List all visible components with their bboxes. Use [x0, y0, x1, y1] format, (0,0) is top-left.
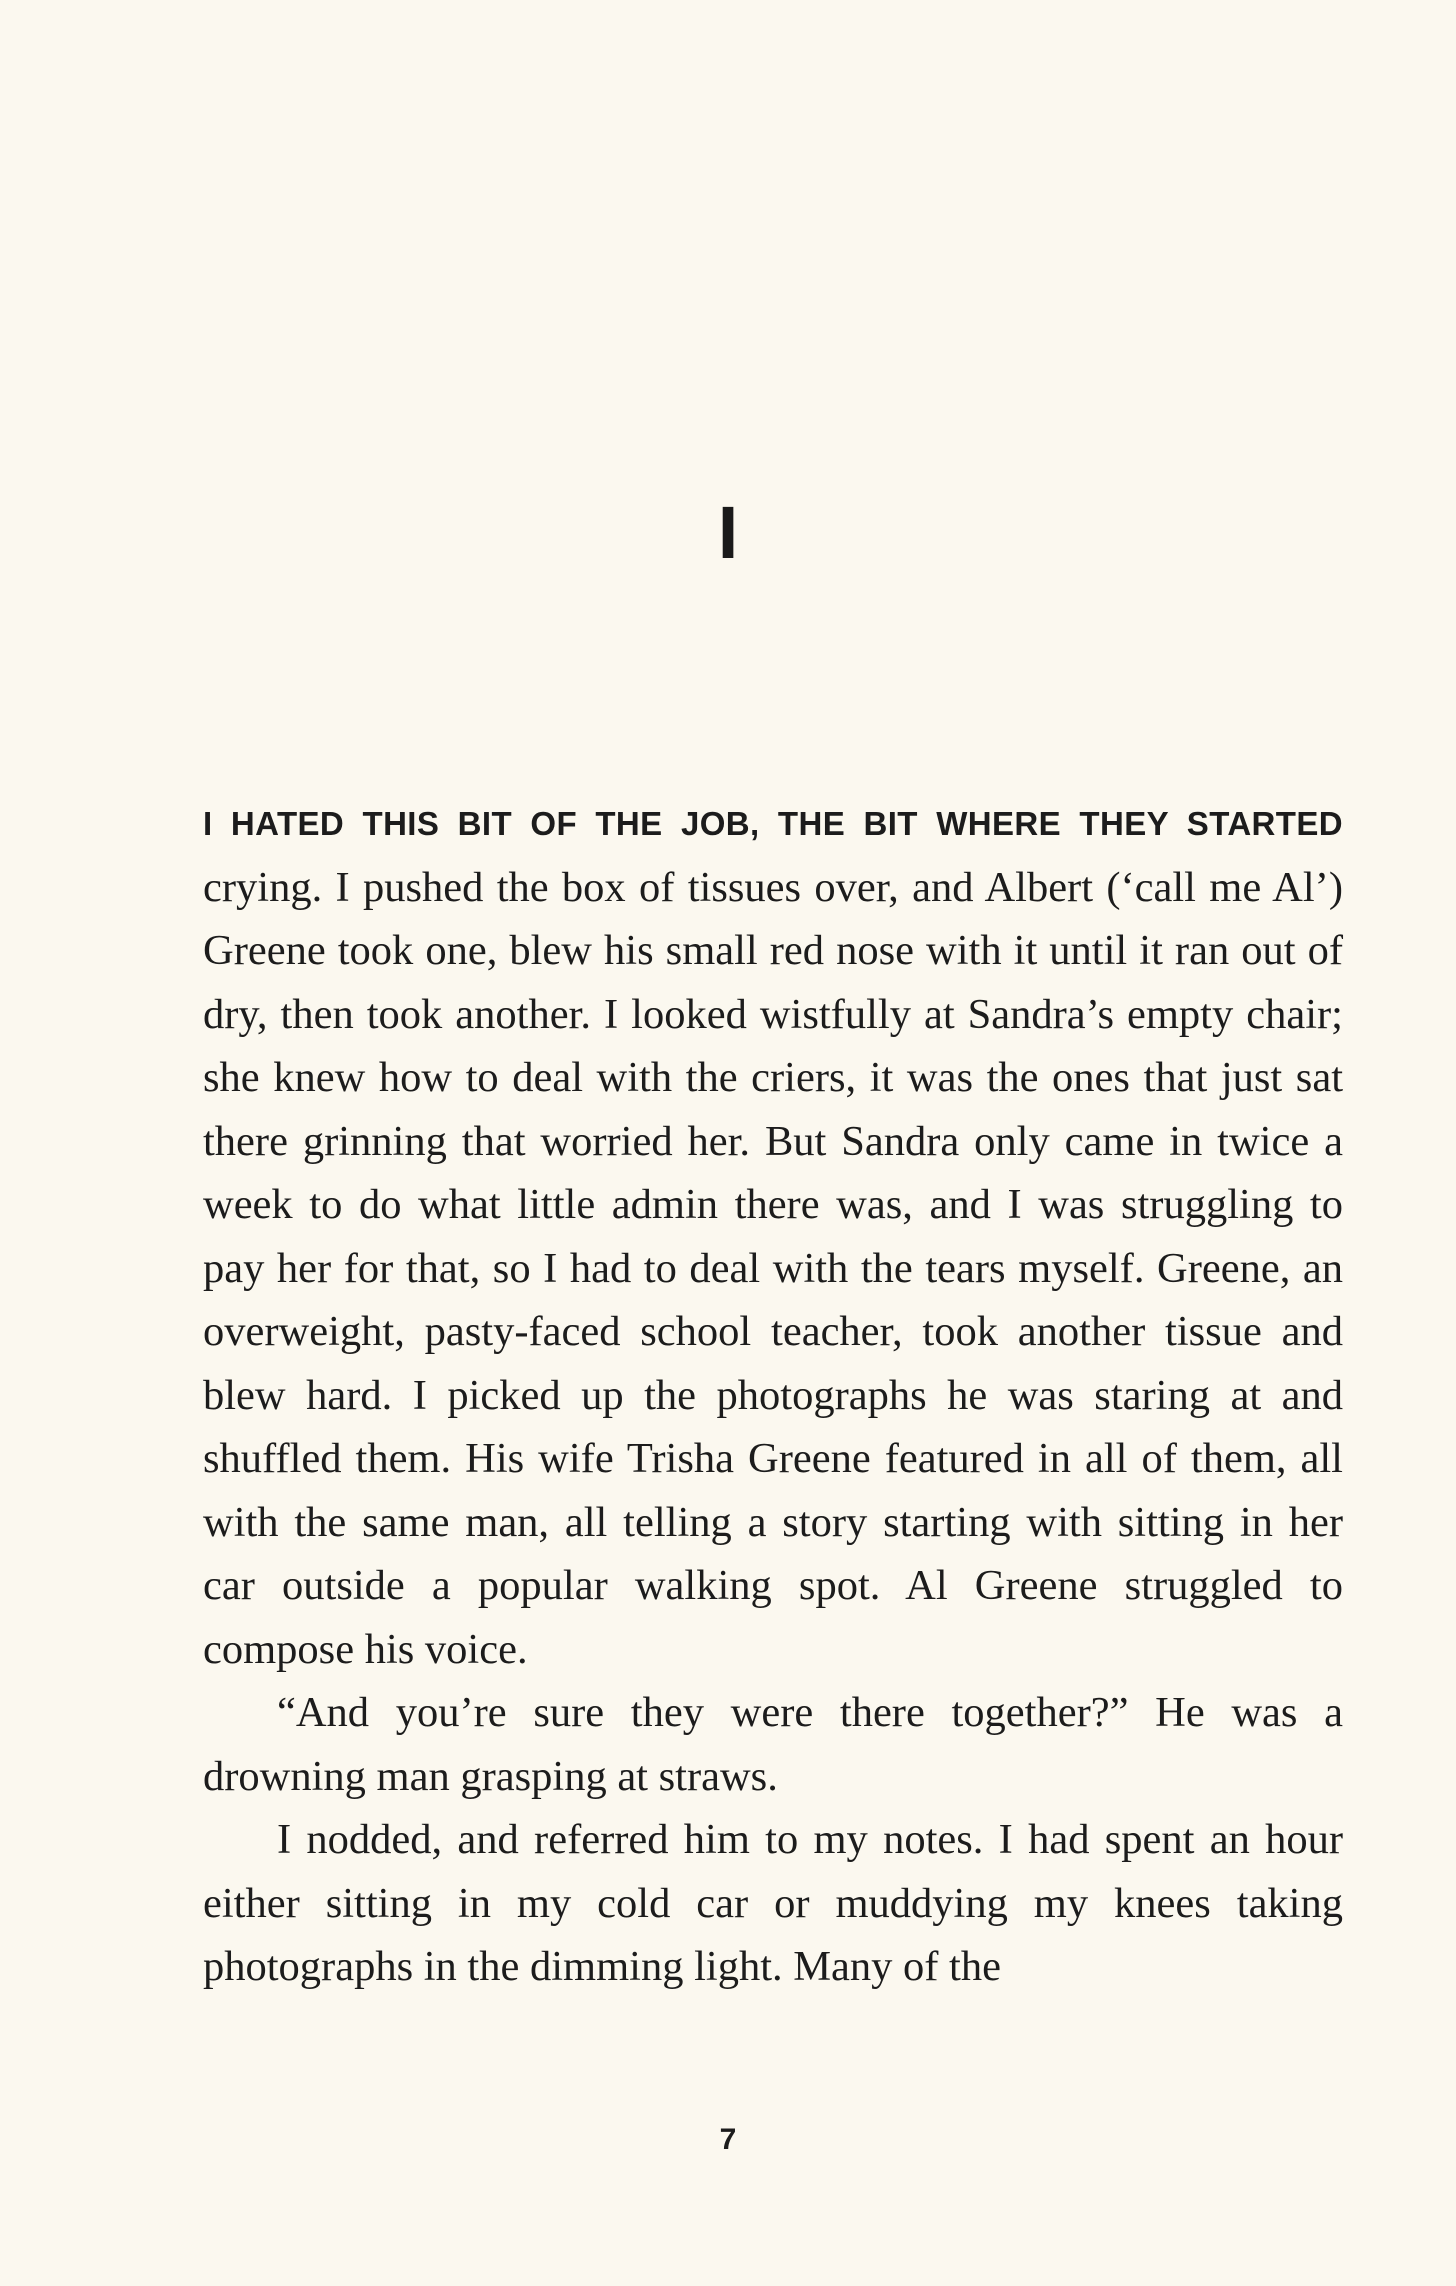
paragraph-3: I nodded, and referred him to my notes. I had spent an hour either sitting in my cold car or muddying my knees taking photographs in the dimming light. Many of the	[203, 1816, 1343, 1990]
opening-caps: I HATED THIS BIT OF THE JOB, THE BIT WHERE THEY STARTED	[203, 805, 1343, 842]
paragraph-2: “And you’re sure they were there together?” He was a drowning man grasping at straws.	[203, 1689, 1343, 1800]
paragraph-1-text: crying. I pushed the box of tissues over, and Albert (‘call me Al’) Greene took one, blew his small red nose with it until it ran out of dry, then took another. I looked wistfully at Sandra’s empty chair; she knew how to deal with the criers, it was the ones that just sat there grinning that worried her. But Sandra only came in twice a week to do what little admin there was, and I was struggling to pay her for that, so I had to deal with the tears myself. Greene, an overweight, pasty-faced school teacher, took another tissue and blew hard. I picked up the photographs he was staring at and shuffled them. His wife Trisha Greene featured in all of them, all with the same man, all telling a story starting with sitting in her car outside a popular walking spot. Al Greene struggled to compose his voice.	[203, 863, 1343, 1673]
page-number: 7	[719, 2123, 737, 2156]
chapter-body	[203, 790, 1343, 1999]
chapter-number: I	[717, 491, 739, 574]
paragraph-1	[203, 790, 1343, 1681]
